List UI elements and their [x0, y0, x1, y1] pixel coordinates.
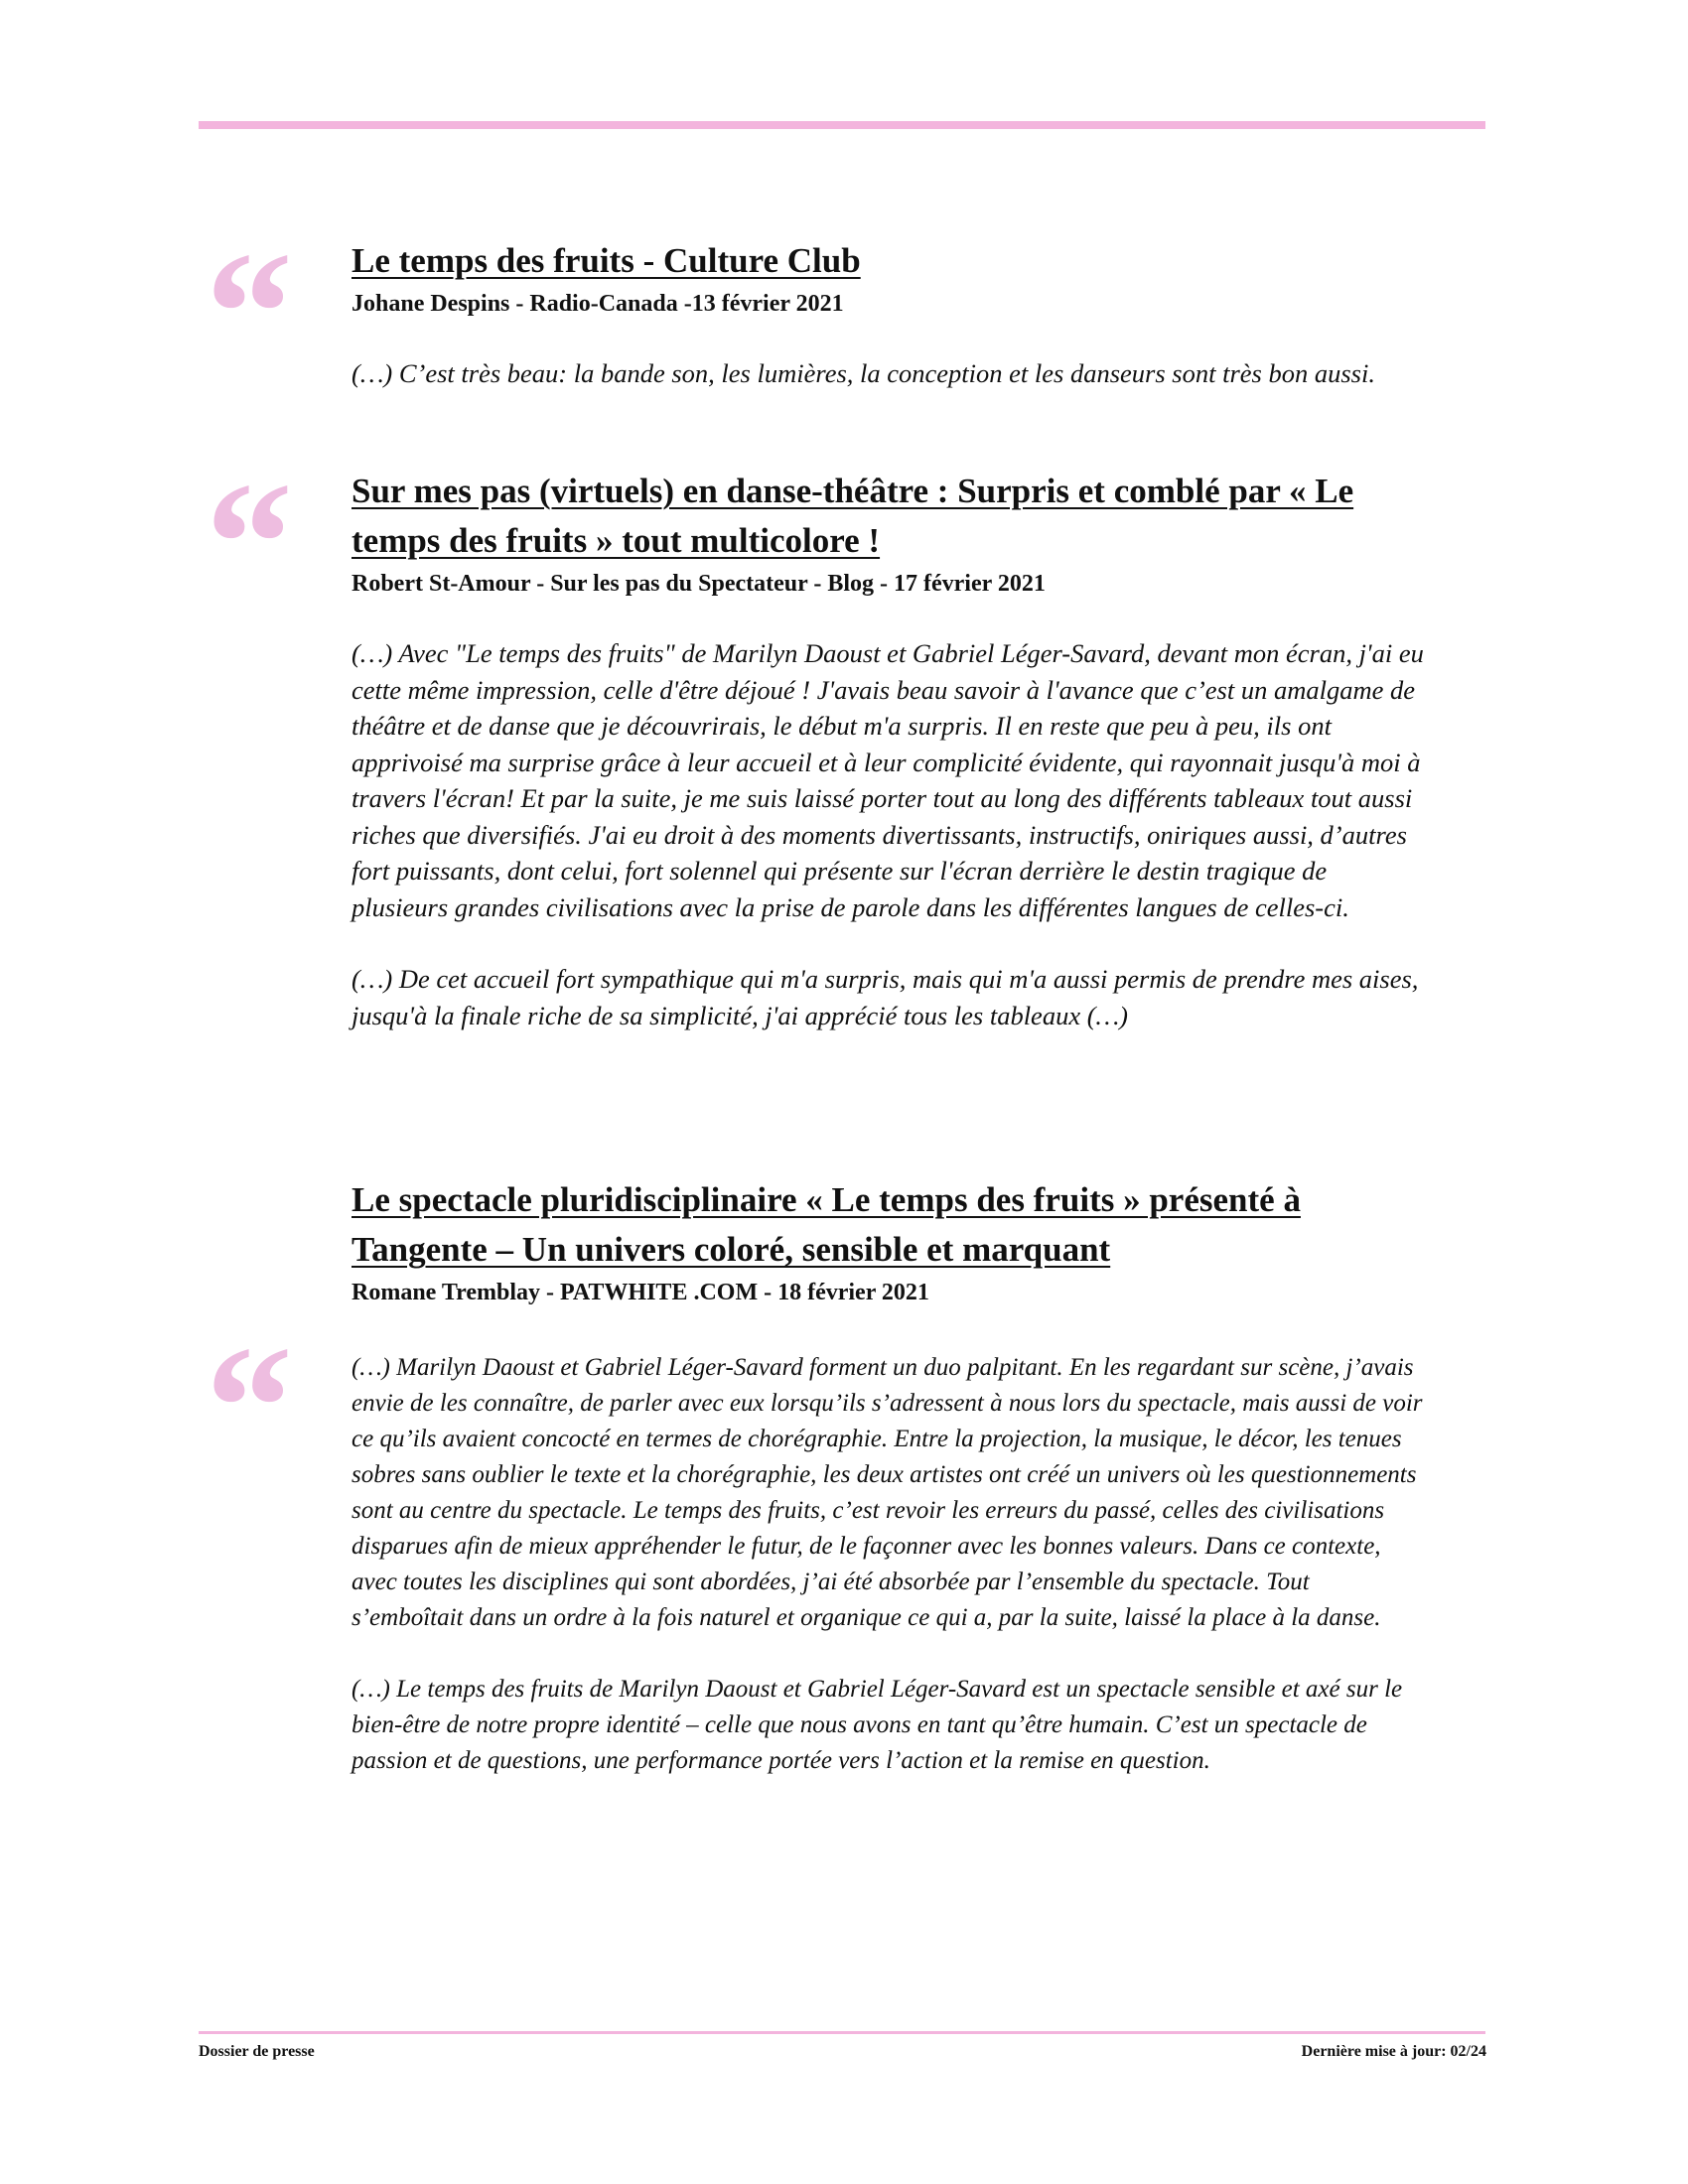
- review-title[interactable]: Le spectacle pluridisciplinaire « Le temps des fruits » présenté à Tangente – Un univers coloré, sensible et marquant: [352, 1180, 1301, 1269]
- header-divider: [199, 121, 1485, 129]
- review-byline: Romane Tremblay - PATWHITE .COM - 18 février 2021: [352, 1280, 929, 1305]
- review-excerpt: (…) Marilyn Daoust et Gabriel Léger-Savard forment un duo palpitant. En les regardant sur scène, j’avais envie de les connaître, de parler avec eux lorsqu’ils s’adressent à nous lors du spectacle, mais aussi de voir ce qu’ils avaient concocté en termes de chorégraphie. Entre la projection, la musique, le décor, les tenues sobres sans oublier le texte et la chorégraphie, les deux artistes ont créé un univers où les questionnements sont au centre du spectacle. Le temps des fruits, c’est revoir les erreurs du passé, celles des civilisations disparues afin de mieux appréhender le futur, de le façonner avec les bonnes valeurs. Dans ce contexte, avec toutes les disciplines qui sont abordées, j’ai été absorbée par l’ensemble du spectacle. Tout s’emboîtait dans un ordre à la fois naturel et organique ce qui a, par la suite, laissé la place à la danse.: [352, 1354, 1423, 1631]
- review-title[interactable]: Sur mes pas (virtuels) en danse-théâtre : Surpris et comblé par « Le temps des fruits » tout multicolore !: [352, 472, 1354, 560]
- footer-last-updated: Dernière mise à jour: 02/24: [1301, 2043, 1486, 2060]
- review-excerpt: (…) C’est très beau: la bande son, les lumières, la conception et les danseurs sont très bon aussi.: [352, 358, 1375, 388]
- review-excerpt: (…) Le temps des fruits de Marilyn Daoust et Gabriel Léger-Savard est un spectacle sensible et axé sur le bien-être de notre propre identité – celle que nous avons en tant qu’être humain. C’est un spectacle de passion et de questions, une performance portée vers l’action et la remise en question.: [352, 1676, 1403, 1774]
- review-byline: Johane Despins - Radio-Canada -13 février 2021: [352, 291, 844, 317]
- review-excerpt: (…) Avec "Le temps des fruits" de Marilyn Daoust et Gabriel Léger-Savard, devant mon écran, j'ai eu cette même impression, celle d'être déjoué ! J'avais beau savoir à l'avance que c’est un amalgame de théâtre et de danse que je découvrirais, le début m'a surpris. Il en reste que peu à peu, ils ont apprivoisé ma surprise grâce à leur accueil et à leur complicité évidente, qui rayonnait jusqu'à moi à travers l'écran! Et par la suite, je me suis laissé porter tout au long des différents tableaux tout aussi riches que diversifiés. J'ai eu droit à des moments divertissants, instructifs, oniriques aussi, d’autres fort puissants, dont celui, fort solennel qui présente sur l'écran derrière le destin tragique de plusieurs grandes civilisations avec la prise de parole dans les différentes langues de celles-ci.: [352, 638, 1424, 922]
- review-excerpt: (…) De cet accueil fort sympathique qui m'a surpris, mais qui m'a aussi permis de prendre mes aises, jusqu'à la finale riche de sa simplicité, j'ai apprécié tous les tableaux (…): [352, 964, 1419, 1030]
- review-patwhite: [352, 1175, 1424, 1779]
- review-culture-club: [352, 236, 1424, 392]
- footer-divider: [199, 2031, 1485, 2034]
- review-title[interactable]: Le temps des fruits - Culture Club: [352, 241, 861, 280]
- quote-mark-icon: “: [206, 1320, 293, 1430]
- review-sur-les-pas: [352, 467, 1424, 1033]
- quote-mark-icon: “: [206, 226, 293, 336]
- footer-document-title: Dossier de presse: [199, 2043, 315, 2060]
- review-byline: Robert St-Amour - Sur les pas du Spectateur - Blog - 17 février 2021: [352, 571, 1046, 597]
- quote-mark-icon: “: [206, 457, 293, 566]
